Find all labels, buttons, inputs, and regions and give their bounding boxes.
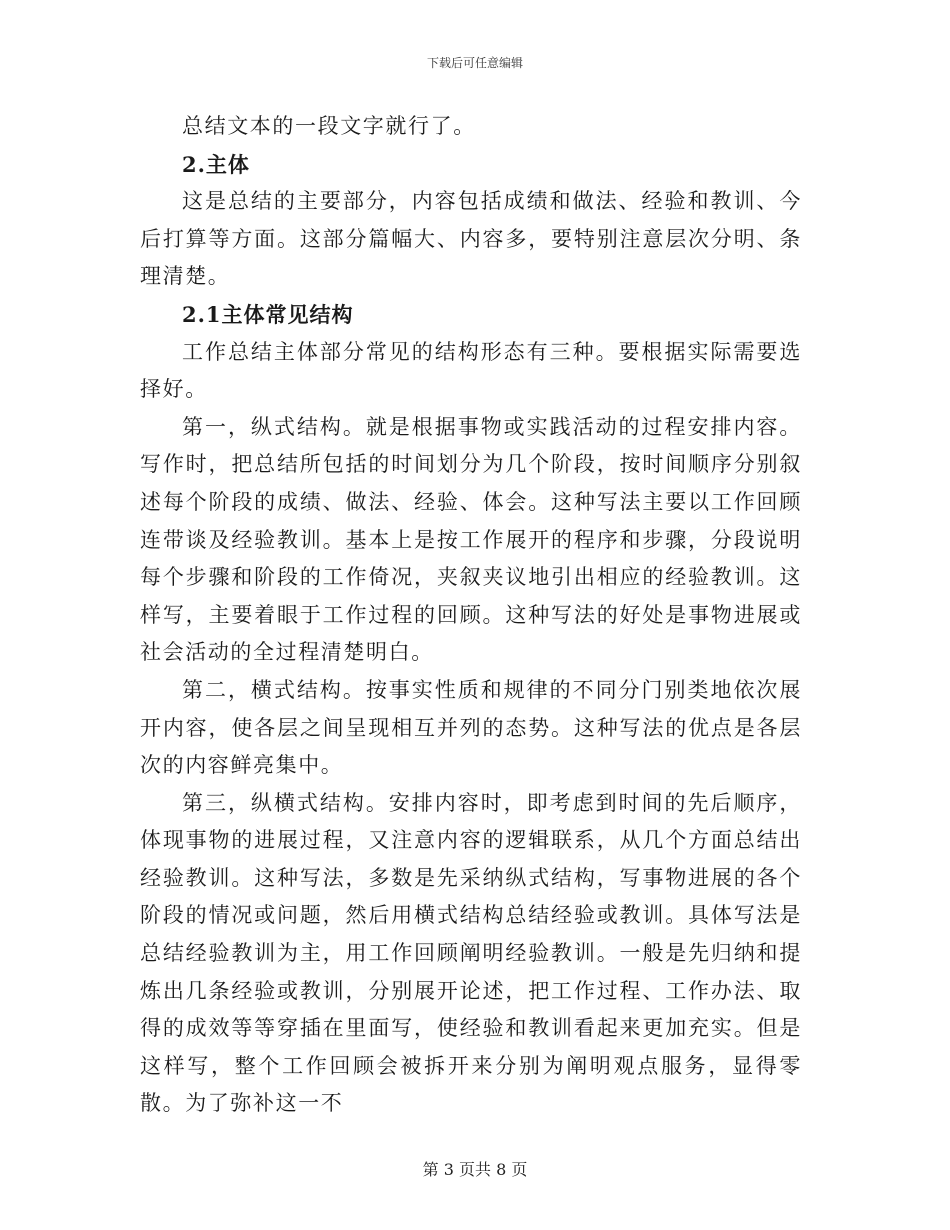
paragraph-structure-intro: 工作总结主体部分常见的结构形态有三种。要根据实际需要选择好。 bbox=[140, 339, 802, 402]
paragraph-horizontal-structure: 第二，横式结构。按事实性质和规律的不同分门别类地依次展开内容，使各层之间呈现相互并列的态势。这种写法的优点是各层次的内容鲜亮集中。 bbox=[140, 677, 802, 778]
page-header: 下载后可任意编辑 bbox=[426, 56, 523, 70]
paragraph-main-description: 这是总结的主要部分，内容包括成绩和做法、经验和教训、今后打算等方面。这部分篇幅大、内容多，要特别注意层次分明、条理清楚。 bbox=[140, 189, 802, 289]
section-heading-main: 2.主体 bbox=[182, 151, 250, 177]
paragraph-intro-tail: 总结文本的一段文字就行了。 bbox=[182, 114, 476, 138]
page-number: 第 3 页共 8 页 bbox=[422, 1160, 528, 1179]
paragraph-combined-structure: 第三，纵横式结构。安排内容时，即考虑到时间的先后顺序，体现事物的进展过程，又注意内容的逻辑联系，从几个方面总结出经验教训。这种写法，多数是先采纳纵式结构，写事物进展的各个阶段的情况或问题，然后用横式结构总结经验或教训。具体写法是总结经验教训为主，用工作回顾阐明经验教训。一般是先归纳和提炼出几条经验或教训，分别展开论述，把工作过程、工作办法、取得的成效等等穿插在里面写，使经验和教训看起来更加充实。但是这样写，整个工作回顾会被拆开来分别为阐明观点服务，显得零散。为了弥补这一不 bbox=[140, 790, 802, 1116]
document-body bbox=[140, 108, 802, 1123]
section-heading-structure: 2.1主体常见结构 bbox=[182, 301, 354, 327]
paragraph-vertical-structure: 第一，纵式结构。就是根据事物或实践活动的过程安排内容。写作时，把总结所包括的时间划分为几个阶段，按时间顺序分别叙述每个阶段的成绩、做法、经验、体会。这种写法主要以工作回顾连带谈及经验教训。基本上是按工作展开的程序和步骤，分段说明每个步骤和阶段的工作倚况，夹叙夹议地引出相应的经验教训。这样写，主要着眼于工作过程的回顾。这种写法的好处是事物进展或社会活动的全过程清楚明白。 bbox=[140, 414, 802, 665]
